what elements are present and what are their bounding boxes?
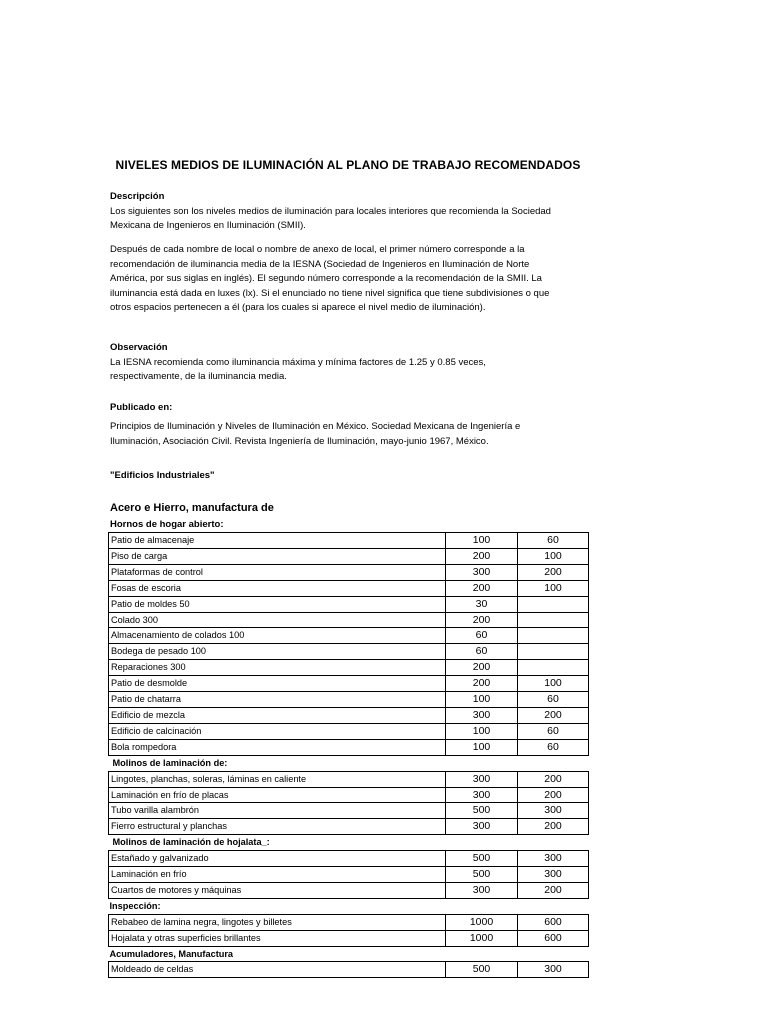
publicado-section	[110, 401, 580, 416]
publicado-text	[110, 420, 580, 449]
row-iesna-value: 100	[446, 533, 518, 549]
row-smii-value	[518, 596, 589, 612]
row-iesna-value: 300	[446, 787, 518, 803]
row-name: Bodega de pesado 100	[109, 644, 446, 660]
table-row	[109, 882, 589, 898]
row-iesna-value: 500	[446, 867, 518, 883]
row-smii-value	[518, 644, 589, 660]
row-iesna-value: 1000	[446, 930, 518, 946]
table-row	[109, 692, 589, 708]
descripcion-section	[110, 190, 580, 234]
table-row	[109, 851, 589, 867]
descripcion-line: Después de cada nombre de local o nombre de anexo de local, el primer número corresponde a la	[110, 244, 525, 255]
row-name: Patio de almacenaje	[109, 533, 446, 549]
table-row	[109, 723, 589, 739]
table-row	[109, 914, 589, 930]
row-name: Reparaciones 300	[109, 660, 446, 676]
table-row	[109, 644, 589, 660]
group-label: Inspección:	[109, 900, 161, 911]
subsection-title: Hornos de hogar abierto:	[110, 519, 224, 530]
table-row	[109, 930, 589, 946]
row-name: Colado 300	[109, 612, 446, 628]
table-row	[109, 819, 589, 835]
row-name: Patio de moldes 50	[109, 596, 446, 612]
illumination-table-body	[109, 533, 589, 978]
row-smii-value: 100	[518, 676, 589, 692]
row-name: Estañado y galvanizado	[109, 851, 446, 867]
row-name: Moldeado de celdas	[109, 962, 446, 978]
observacion-line: respectivamente, de la iluminancia media.	[110, 371, 287, 383]
row-smii-value: 300	[518, 867, 589, 883]
row-smii-value: 60	[518, 533, 589, 549]
row-iesna-value: 300	[446, 819, 518, 835]
table-row	[109, 771, 589, 787]
row-name: Lingotes, planchas, soleras, láminas en caliente	[109, 771, 446, 787]
table-row	[109, 533, 589, 549]
row-iesna-value: 200	[446, 612, 518, 628]
row-iesna-value: 200	[446, 676, 518, 692]
row-iesna-value: 30	[446, 596, 518, 612]
row-smii-value	[518, 612, 589, 628]
table-row	[109, 564, 589, 580]
row-smii-value: 60	[518, 692, 589, 708]
table-row	[109, 739, 589, 755]
table-group-header	[109, 755, 589, 771]
descripcion-line: Mexicana de Ingenieros en Iluminación (SMII).	[110, 220, 306, 232]
observacion-section	[110, 341, 580, 385]
illumination-table	[108, 532, 589, 978]
descripcion-line: América, por sus siglas en inglés). El segundo número corresponde a la recomendación de la SMII. La	[110, 273, 542, 285]
table-group-header	[109, 946, 589, 962]
table-row	[109, 962, 589, 978]
row-smii-value: 200	[518, 707, 589, 723]
row-name: Patio de desmolde	[109, 676, 446, 692]
descripcion-line: iluminancia está dada en luxes (lx). Si el enunciado no tiene nivel significa que tiene subdivisiones o que	[110, 287, 550, 299]
row-name: Edificio de calcinación	[109, 723, 446, 739]
row-smii-value: 200	[518, 564, 589, 580]
row-smii-value: 300	[518, 803, 589, 819]
table-row	[109, 612, 589, 628]
row-iesna-value: 200	[446, 580, 518, 596]
descripcion-label: Descripción	[110, 191, 165, 202]
row-smii-value: 60	[518, 739, 589, 755]
row-name: Piso de carga	[109, 548, 446, 564]
row-iesna-value: 300	[446, 707, 518, 723]
row-smii-value	[518, 628, 589, 644]
row-smii-value: 300	[518, 962, 589, 978]
table-row	[109, 867, 589, 883]
row-smii-value: 200	[518, 771, 589, 787]
row-iesna-value: 500	[446, 962, 518, 978]
row-name: Patio de chatarra	[109, 692, 446, 708]
table-row	[109, 628, 589, 644]
row-iesna-value: 500	[446, 851, 518, 867]
group-label: Molinos de laminación de:	[112, 757, 228, 768]
row-name: Cuartos de motores y máquinas	[109, 882, 446, 898]
table-row	[109, 787, 589, 803]
table-group-header	[109, 835, 589, 851]
group-label: Molinos de laminación de hojalata_:	[112, 837, 270, 848]
table-row	[109, 803, 589, 819]
observacion-label: Observación	[110, 342, 168, 353]
row-name: Rebabeo de lamina negra, lingotes y billetes	[109, 914, 446, 930]
row-smii-value: 200	[518, 882, 589, 898]
edificios-label: "Edificios Industriales"	[110, 470, 215, 481]
row-name: Fierro estructural y planchas	[109, 819, 446, 835]
row-iesna-value: 300	[446, 771, 518, 787]
row-smii-value	[518, 660, 589, 676]
document-title: NIVELES MEDIOS DE ILUMINACIÓN AL PLANO DE TRABAJO RECOMENDADOS	[115, 158, 581, 172]
section-title: Acero e Hierro, manufactura de	[110, 502, 274, 514]
row-iesna-value: 500	[446, 803, 518, 819]
row-name: Edificio de mezcla	[109, 707, 446, 723]
row-name: Laminación en frío de placas	[109, 787, 446, 803]
row-name: Bola rompedora	[109, 739, 446, 755]
row-smii-value: 600	[518, 930, 589, 946]
table-row	[109, 548, 589, 564]
table-group-header	[109, 898, 589, 914]
row-iesna-value: 200	[446, 548, 518, 564]
row-smii-value: 100	[518, 548, 589, 564]
edificios-section	[110, 469, 580, 484]
row-iesna-value: 200	[446, 660, 518, 676]
row-name: Fosas de escoria	[109, 580, 446, 596]
group-label: Acumuladores, Manufactura	[109, 948, 234, 959]
publicado-label: Publicado en:	[110, 402, 173, 413]
row-smii-value: 60	[518, 723, 589, 739]
row-iesna-value: 300	[446, 882, 518, 898]
publicado-line: Principios de Iluminación y Niveles de Iluminación en México. Sociedad Mexicana de Ingeniería e	[110, 421, 521, 432]
descripcion-line: Los siguientes son los niveles medios de iluminación para locales interiores que recomienda la Sociedad	[110, 205, 551, 217]
row-name: Laminación en frío	[109, 867, 446, 883]
observacion-line: La IESNA recomienda como iluminancia máxima y mínima factores de 1.25 y 0.85 veces,	[110, 356, 486, 368]
row-iesna-value: 100	[446, 692, 518, 708]
row-smii-value: 200	[518, 787, 589, 803]
row-iesna-value: 100	[446, 723, 518, 739]
row-name: Hojalata y otras superficies brillantes	[109, 930, 446, 946]
table-row	[109, 676, 589, 692]
row-name: Almacenamiento de colados 100	[109, 628, 446, 644]
row-name: Plataformas de control	[109, 564, 446, 580]
row-smii-value: 300	[518, 851, 589, 867]
row-iesna-value: 60	[446, 628, 518, 644]
row-iesna-value: 100	[446, 739, 518, 755]
descripcion-line: recomendación de iluminancia media de la IESNA (Sociedad de Ingenieros en Iluminación de Norte	[110, 258, 530, 270]
row-iesna-value: 1000	[446, 914, 518, 930]
row-smii-value: 600	[518, 914, 589, 930]
row-smii-value: 100	[518, 580, 589, 596]
table-row	[109, 580, 589, 596]
row-iesna-value: 60	[446, 644, 518, 660]
row-name: Tubo varilla alambrón	[109, 803, 446, 819]
table-row	[109, 660, 589, 676]
descripcion-line: otros espacios pertenecen a él (para los cuales si aparece el nivel medio de iluminación).	[110, 302, 486, 314]
publicado-line: Iluminación, Asociación Civil. Revista Ingeniería de Iluminación, mayo-junio 1967, México.	[110, 435, 489, 447]
row-smii-value: 200	[518, 819, 589, 835]
table-row	[109, 596, 589, 612]
descripcion-paragraph-2	[110, 243, 580, 316]
row-iesna-value: 300	[446, 564, 518, 580]
table-row	[109, 707, 589, 723]
